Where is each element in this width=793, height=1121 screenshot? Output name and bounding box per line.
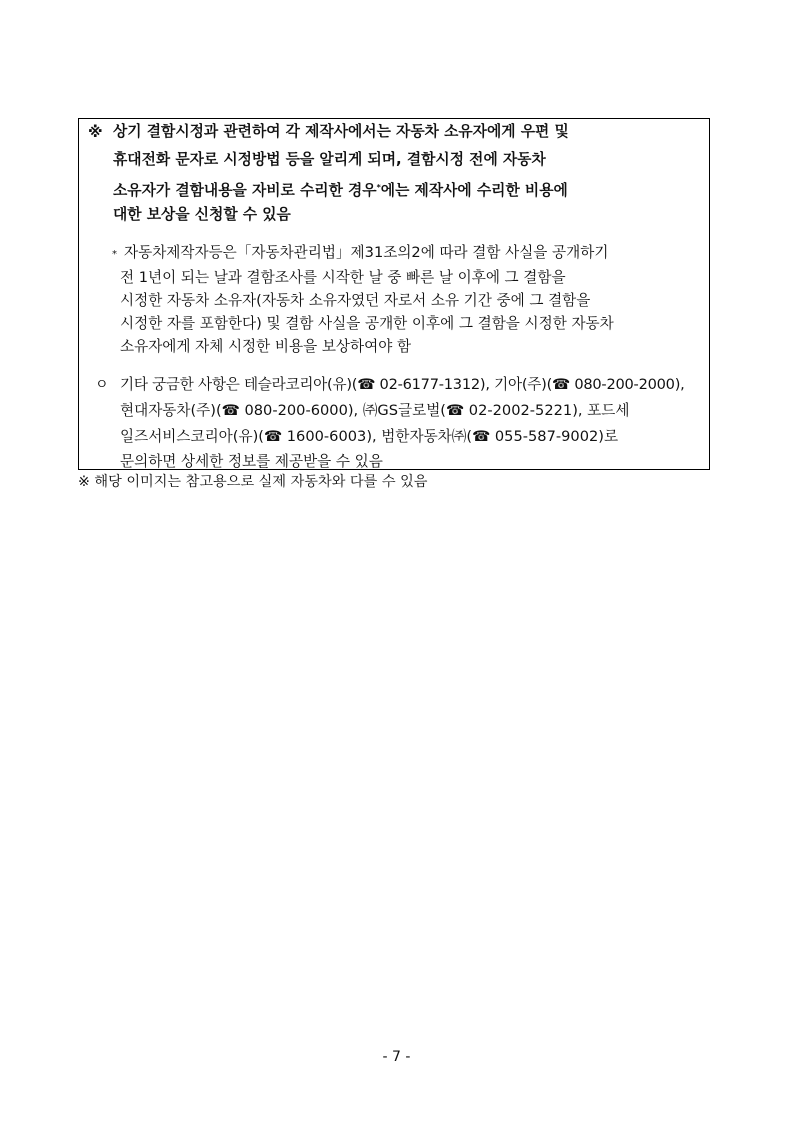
footnote-line-2: 전 1년이 되는 날과 결함조사를 시작한 날 중 빠른 날 이후에 그 결함을 xyxy=(120,269,566,286)
contact-bullet: ㅇ xyxy=(95,377,109,393)
contact-line-4: 문의하면 상세한 정보를 제공받을 수 있음 xyxy=(120,453,383,470)
notice-line-4: 대한 보상을 신청할 수 있음 xyxy=(113,206,291,223)
notice-line-2: 휴대전화 문자로 시정방법 등을 알리게 되며, 결함시정 전에 자동차 xyxy=(113,151,546,168)
footnote-superscript: * xyxy=(376,183,381,192)
footnote-line-5: 소유자에게 자체 시정한 비용을 보상하여야 함 xyxy=(120,338,412,355)
footnote-line-4: 시정한 자를 포함한다) 및 결함 사실을 공개한 이후에 그 결함을 시정한 자동차 xyxy=(120,315,614,332)
notice-box xyxy=(78,118,710,470)
contact-line-2: 현대자동차(주)(☎ 080-200-6000), ㈜GS글로벌(☎ 02-2002-5221), 포드세 xyxy=(120,402,630,419)
page-number: - 7 - xyxy=(382,1049,411,1065)
image-disclaimer: ※ 해당 이미지는 참고용으로 실제 자동차와 다를 수 있음 xyxy=(78,474,428,490)
contact-line-1: 기타 궁금한 사항은 테슬라코리아(유)(☎ 02-6177-1312), 기아(주)(☎ 080-200-2000), xyxy=(120,376,685,393)
footnote-line-3: 시정한 자동차 소유자(자동차 소유자였던 자로서 소유 기간 중에 그 결함을 xyxy=(120,292,591,309)
notice-line-1: 상기 결함시정과 관련하여 각 제작사에서는 자동차 소유자에게 우편 및 xyxy=(113,123,569,140)
notice-line-3-rest: 에는 제작사에 수리한 비용에 xyxy=(380,182,568,199)
contact-line-3: 일즈서비스코리아(유)(☎ 1600-6003), 범한자동차㈜(☎ 055-587-9002)로 xyxy=(120,428,619,445)
footnote-star: * xyxy=(112,249,117,260)
footnote-line-1: 자동차제작자등은「자동차관리법」제31조의2에 따라 결함 사실을 공개하기 xyxy=(124,244,609,261)
notice-line-3-text: 소유자가 결함내용을 자비로 수리한 경우 xyxy=(113,182,377,199)
reference-mark: ※ xyxy=(88,123,103,141)
notice-line-3 xyxy=(113,178,568,201)
